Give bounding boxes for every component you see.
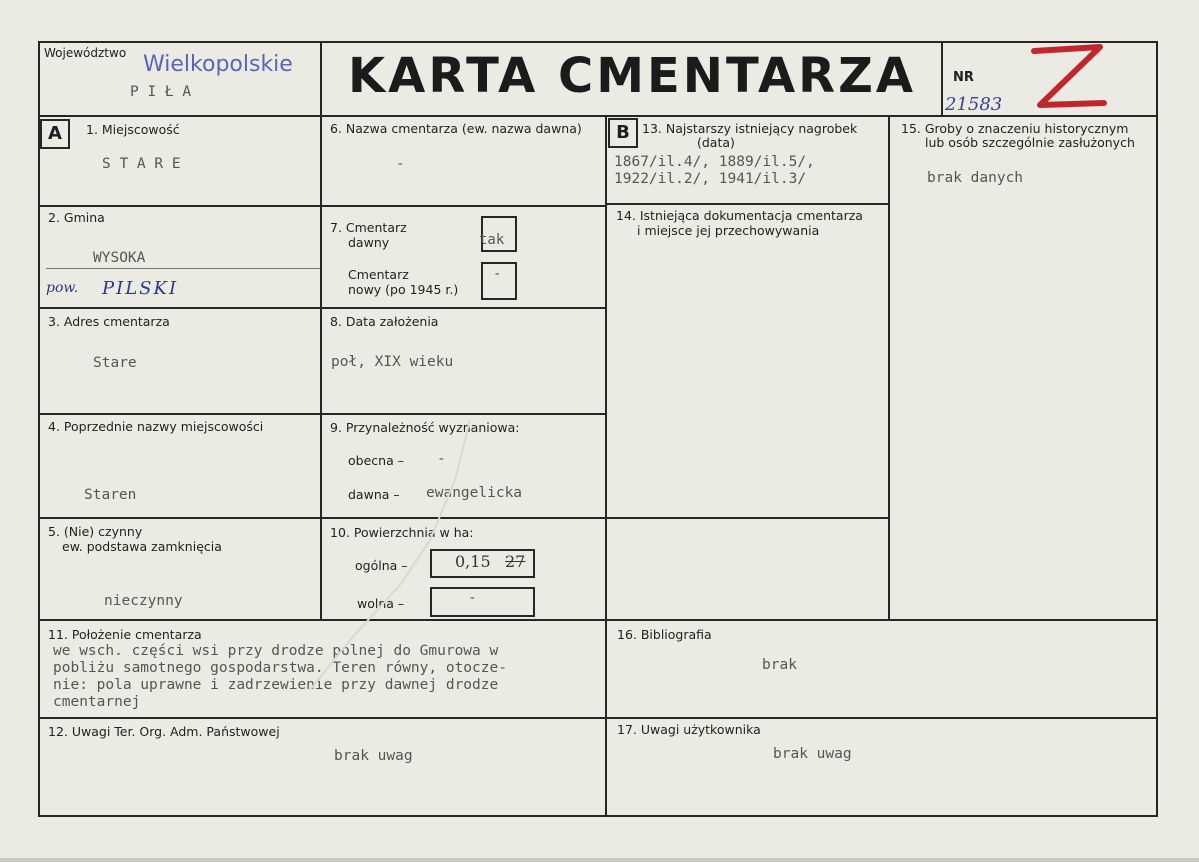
- field-5-label-2: ew. podstawa zamknięcia: [62, 539, 222, 554]
- field-4-label: 4. Poprzednie nazwy miejscowości: [48, 419, 264, 434]
- field-3-value: Stare: [93, 355, 137, 371]
- frame-right-line: [1156, 41, 1158, 817]
- field-7-label-2: dawny: [348, 235, 390, 250]
- field-7-label-1: 7. Cmentarz: [330, 220, 407, 235]
- header-bottom-line: [38, 115, 1158, 117]
- field-9-label: 9. Przynależność wyznaniowa:: [330, 420, 520, 435]
- section-b-badge: B: [608, 118, 638, 148]
- field-2-hand-value: PILSKI: [102, 278, 179, 299]
- field-16-label: 16. Bibliografia: [617, 627, 712, 642]
- record-number: 21583: [945, 94, 1003, 115]
- field-10-total-label: ogólna –: [355, 558, 408, 573]
- field-17-label: 17. Uwagi użytkownika: [617, 722, 761, 737]
- field-1-value: S T A R E: [102, 156, 181, 172]
- row-divider-1: [38, 205, 606, 207]
- field-10-total-value: 0,15: [455, 552, 491, 571]
- field-13-line-1: 1867/il.4/, 1889/il.5/,: [614, 154, 815, 170]
- field-3-label: 3. Adres cmentarza: [48, 314, 170, 329]
- field-2-hand-prefix: pow.: [46, 280, 79, 296]
- field-11-line-1: we wsch. części wsi przy drodze polnej do Gmurowa w: [53, 643, 499, 659]
- voivodeship-stamp: Wielkopolskie: [143, 52, 293, 77]
- field-8-value: poł, XIX wieku: [331, 354, 454, 370]
- section-a-badge: A: [40, 119, 70, 149]
- row-divider-5: [38, 619, 1158, 621]
- frame-top-line: [38, 41, 1158, 43]
- field-17-value: brak uwag: [773, 746, 852, 762]
- field-5-label-1: 5. (Nie) czynny: [48, 524, 143, 539]
- field-6-label: 6. Nazwa cmentarza (ew. nazwa dawna): [330, 121, 582, 136]
- field-15-value: brak danych: [927, 170, 1024, 186]
- field-2-value: WYSOKA: [93, 250, 146, 266]
- field-11-label: 11. Położenie cmentarza: [48, 627, 202, 642]
- field-2-underline: [46, 268, 320, 269]
- field-12-value: brak uwag: [334, 748, 413, 764]
- field-10-free-label: wolna –: [357, 596, 405, 611]
- field-10-label: 10. Powierzchnia w ha:: [330, 525, 474, 540]
- card-title: KARTA CMENTARZA: [347, 48, 917, 104]
- field-9-former-value: ewangelicka: [426, 485, 523, 501]
- field-14-label-2: i miejsce jej przechowywania: [637, 223, 820, 238]
- row-divider-4: [38, 517, 606, 519]
- field-13-label-2: (data): [697, 135, 735, 150]
- field-1-label: 1. Miejscowość: [86, 122, 180, 137]
- field-9-current-value: -: [437, 451, 446, 467]
- field-7-label-3: Cmentarz: [348, 267, 409, 282]
- field-11-line-2: pobliżu samotnego gospodarstwa. Teren równy, otocze-: [53, 660, 507, 676]
- row-divider-3: [38, 413, 606, 415]
- field-11-line-4: cmentarnej: [53, 694, 141, 710]
- field-4-value: Staren: [84, 487, 137, 503]
- field-14-label-1: 14. Istniejąca dokumentacja cmentarza: [616, 208, 863, 223]
- row-divider-2: [38, 307, 606, 309]
- field-12-label: 12. Uwagi Ter. Org. Adm. Państwowej: [48, 724, 280, 739]
- frame-bottom-line: [38, 815, 1158, 817]
- field-10-free-box: [430, 587, 535, 617]
- field-10-total-struck: 27: [505, 552, 526, 571]
- field-16-value: brak: [762, 657, 797, 673]
- field-7-new-value: -: [493, 266, 502, 282]
- field-2-label: 2. Gmina: [48, 210, 105, 225]
- voivodeship-label: Województwo: [44, 46, 127, 60]
- field-10-free-value: -: [468, 590, 477, 606]
- field-8-label: 8. Data założenia: [330, 314, 439, 329]
- field-13-line-2: 1922/il.2/, 1941/il.3/: [614, 171, 807, 187]
- field-7-label-4: nowy (po 1945 r.): [348, 282, 459, 297]
- field-9-current-label: obecna –: [348, 453, 404, 468]
- field-13-label-1: 13. Najstarszy istniejący nagrobek: [642, 121, 858, 136]
- field-11-line-3: nie: pola uprawne i zadrzewienie przy dawnej drodze: [53, 677, 499, 693]
- col3-divider-1: [605, 203, 890, 205]
- county-typed: P I Ł A: [130, 84, 192, 100]
- field-9-former-label: dawna –: [348, 487, 400, 502]
- nr-label: NR: [953, 70, 974, 85]
- column-divider-2: [605, 115, 607, 817]
- field-15-label-1: 15. Groby o znaczeniu historycznym: [901, 121, 1129, 136]
- col3-divider-2: [605, 517, 890, 519]
- frame-left-line: [38, 41, 40, 817]
- category-mark-z: [1028, 43, 1108, 113]
- field-6-value: -: [396, 156, 405, 172]
- field-7-old-value: tak: [479, 232, 505, 248]
- category-mark-glyph: [1028, 43, 1108, 113]
- field-15-label-2: lub osób szczególnie zasłużonych: [925, 135, 1135, 150]
- row-divider-6: [38, 717, 1158, 719]
- column-divider-1: [320, 115, 322, 620]
- field-5-value: nieczynny: [104, 593, 183, 609]
- column-divider-3: [888, 115, 890, 620]
